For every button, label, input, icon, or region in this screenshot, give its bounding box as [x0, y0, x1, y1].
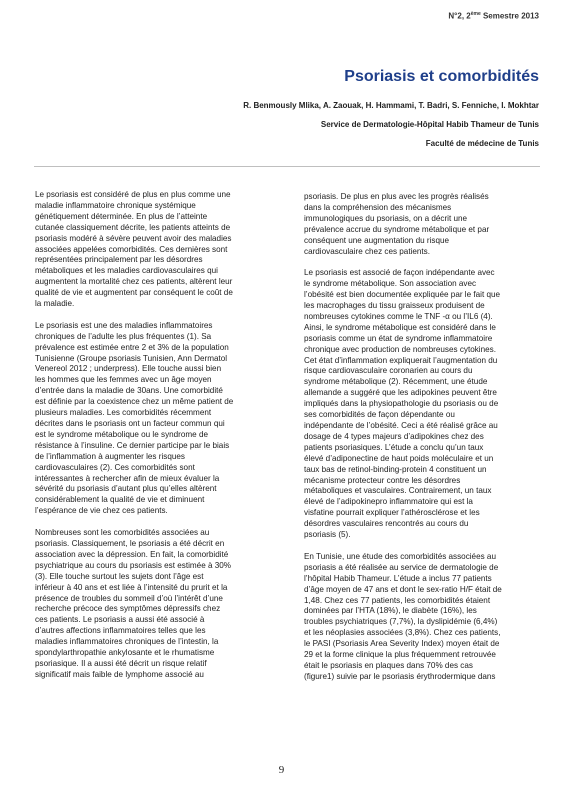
- right-text-column: [304, 192, 552, 694]
- issue-superscript: ème: [470, 11, 481, 17]
- article-title: Psoriasis et comorbidités: [344, 68, 539, 85]
- issue-label: [448, 11, 539, 21]
- article-affiliation-faculty: Faculté de médecine de Tunis: [425, 139, 539, 148]
- issue-suffix: Semestre 2013: [480, 11, 539, 21]
- left-paragraph-1: Le psoriasis est considéré de plus en plus comme une maladie inflammatoire chronique systémique génétiquement déterminée. En plus de l’atteinte cutanée classiquement décrite, les patients atteints de psoriasis modéré à sévère peuvent avoir des maladies associées appelées comorbidités. Ces dernières sont représentées principalement par les désordres métaboliques et les maladies cardiovasculaires qui augmentent la mortalité chez ces patients, altèrent leur qualité de vie et augmentent par conséquent le coût de la maladie.: [35, 190, 233, 309]
- left-text-column: [35, 190, 280, 692]
- article-affiliation-department: Service de Dermatologie-Hôpital Habib Thameur de Tunis: [320, 120, 539, 129]
- right-paragraph-3: En Tunisie, une étude des comorbidités associées au psoriasis a été réalisée au service de dermatologie de l’hôpital Habib Thameur. L’étude a inclus 77 patients d’âge moyen de 47 ans et dont le sex-ratio H/F était de 1,48. Chez ces 77 patients, les comorbidités étaient dominées par l’HTA (18%), le diabète (16%), les troubles psychiatriques (7,7%), la dyslipidémie (6,4%) et les néoplasies associées (3,8%). Chez ces patients, le PASI (Psoriasis Area Severity Index) moyen était de 29 et la forme clinique la plus fréquemment retrouvée était le psoriasis en plaques dans 70% des cas (figure1) suivie par le psoriasis érythrodermique dans: [304, 551, 502, 681]
- page-number: 9: [278, 764, 285, 776]
- issue-prefix: N°2, 2: [448, 11, 471, 21]
- left-paragraph-2: Le psoriasis est une des maladies inflammatoires chroniques de l’adulte les plus fréquentes (1). Sa prévalence est estimée entre 2 et 3% de la population Tunisienne (Groupe psoriasis Tunisien, Ann Dermatol Venereol 2012 ; underpress). Elle touche aussi bien les hommes que les femmes avec un âge moyen d’entrée dans la maladie de 30ans. Une comorbidité est définie par la coexistence chez un même patient de plusieurs maladies. Les comorbidités récemment décrites dans le psoriasis ont un facteur commun qui est le syndrome métabolique ou le syndrome de résistance à l’insuline. Ce dernier participe par le biais de l’inflammation à augmenter les risques cardiovasculaires (2). Ces comorbidités sont intéressantes à rechercher afin de mieux évaluer la sévérité du psoriasis d’autant plus qu’elles altèrent considérablement la qualité de vie et diminuent l’espérance de vie chez ces patients.: [35, 320, 234, 516]
- left-paragraph-3: Nombreuses sont les comorbidités associées au psoriasis. Classiquement, le psoriasis a été décrit en association avec la dépression. En fait, la comorbidité psychiatrique au cours du psoriasis est estimée à 30% (3). Elle touche surtout les sujets dont l’âge est inférieur à 40 ans et est liée à l’intensité du prurit et la présence de troubles du sommeil d’où l’intérêt d’une recherche précoce des symptômes dépressifs chez ces patients. Le psoriasis a aussi été associé à d’autres affections inflammatoires telles que les maladies inflammatoires chroniques de l’intestin, la spondylarthropathie ankylosante et le rhumatisme psoriasique. Il a aussi été décrit un risque relatif significatif mais faible de lymphome associé au: [35, 528, 232, 679]
- right-paragraph-2: Le psoriasis est associé de façon indépendante avec le syndrome métabolique. Son association avec l’obésité est bien documentée expliquée par le fait que les macrophages du tissu graisseux produisent de nombreuses cytokines comme le TNF -α ou l’IL6 (4). Ainsi, le syndrome métabolique est considéré dans le psoriasis comme un état de syndrome inflammatoire chronique avec production de nombreuses cytokines. Cet état d’inflammation expliquerait l’augmentation du risque cardiovasculaire coronarien au cours du syndrome métabolique (2). Récemment, une étude allemande a suggéré que les adipokines peuvent être impliqués dans la physiopathologie du psoriasis ou de ses comorbidités de façon dépendante ou indépendante de l’obésité. Ceci a été réalisé grâce au dosage de 4 types majeurs d’adipokines chez des patients psoriasiques. L’étude a conclu qu’un taux élevé d’adiponectine de haut poids moléculaire et un taux bas de retinol-binding-protein 4 constituent un mécanisme protecteur contre les désordres métaboliques et vasculaires. Contrairement, un taux élevé de l’adipokinepro inflammatoire qui est la visfatine pourrait expliquer l’athérosclérose et les désordres vasculaires rencontrés au cours du psoriasis (5).: [304, 268, 501, 540]
- article-authors: R. Benmously Mlika, A. Zaouak, H. Hammami, T. Badri, S. Fenniche, I. Mokhtar: [243, 101, 539, 110]
- right-paragraph-1: psoriasis. De plus en plus avec les progrès réalisés dans la compréhension des mécanismes immunologiques du psoriasis, on a décrit une prévalence accrue du syndrome métabolique et par conséquent une augmentation du risque cardiovasculaire chez ces patients.: [304, 192, 490, 256]
- header-divider: [34, 166, 540, 167]
